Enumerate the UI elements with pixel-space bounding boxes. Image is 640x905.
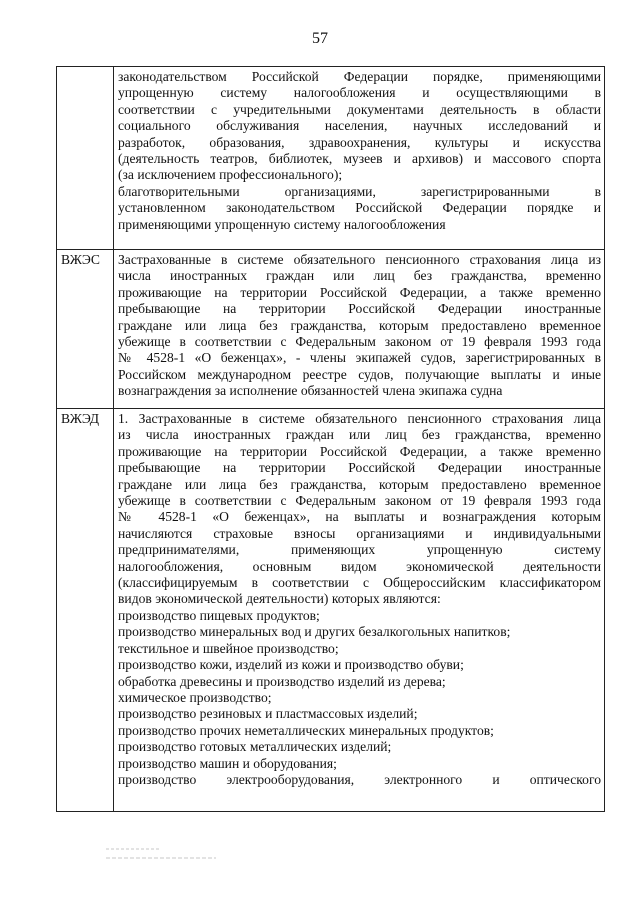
table-row: [57, 67, 605, 250]
text-line: убежище в соответствии с Федеральным законом от 19 февраля 1993 года: [118, 493, 601, 509]
faint-stamp-icon: [104, 845, 224, 865]
text-line: производство кожи, изделий из кожи и производство обуви;: [118, 657, 464, 673]
text-line: социального обслуживания населения, научных исследований и: [118, 118, 601, 134]
code-cell: ВЖЭД: [57, 409, 114, 812]
text-line: химическое производство;: [118, 689, 272, 705]
text-line: Застрахованные в системе обязательного пенсионного страхования лица из: [118, 252, 601, 267]
description-cell: [114, 250, 605, 409]
text-line: № 4528-1 «О беженцах», - члены экипажей судов, зарегистрированных в: [118, 350, 601, 366]
description-cell: [114, 409, 605, 812]
text-line: № 4528-1 «О беженцах», на выплаты и вознаграждения которым: [118, 509, 601, 525]
text-line: пребывающие на территории Российской Федерации иностранные: [118, 301, 601, 317]
text-line: пребывающие на территории Российской Федерации иностранные: [118, 460, 601, 476]
text-line: вознаграждения за исполнение обязанностей члена экипажа судна: [118, 383, 503, 399]
text-line: начисляются страховые взносы организациями и индивидуальными: [118, 525, 601, 541]
text-line: производство готовых металлических изделий;: [118, 739, 392, 755]
text-line: (за исключением профессионального);: [118, 167, 343, 183]
text-line: (деятельность театров, библиотек, музеев и архивов) и массового спорта: [118, 151, 601, 167]
text-line: 1. Застрахованные в системе обязательного пенсионного страхования лица: [118, 411, 601, 426]
text-line: (классифицируемым в соответствии с Общероссийским классификатором: [118, 575, 601, 591]
text-line: граждане или лица без гражданства, которым предоставлено временное: [118, 317, 601, 333]
footer-stamp: [104, 845, 224, 868]
text-line: разработок, образования, здравоохранения, культуры и искусства: [118, 134, 601, 150]
text-line: налогообложения, основным видом экономической деятельности: [118, 558, 601, 574]
text-line: из числа иностранных граждан или лиц без гражданства, временно: [118, 427, 601, 443]
text-line: проживающие на территории Российской Федерации, а также временно: [118, 284, 601, 300]
code-cell: [57, 67, 114, 250]
text-line: предпринимателями, применяющих упрощенную систему: [118, 542, 601, 558]
description-cell: [114, 67, 605, 250]
text-line: числа иностранных граждан или лиц без гражданства, временно: [118, 268, 601, 284]
text-line: применяющими упрощенную систему налогообложения: [118, 216, 446, 232]
table-row: [57, 409, 605, 812]
text-line: проживающие на территории Российской Федерации, а также временно: [118, 443, 601, 459]
text-line: производство прочих неметаллических минеральных продуктов;: [118, 722, 494, 738]
text-line: производство электрооборудования, электронного и оптического: [118, 771, 601, 787]
text-line: соответствии с учредительными документами деятельность в области: [118, 101, 601, 117]
text-line: Российском международном реестре судов, получающие выплаты и иные: [118, 366, 601, 382]
text-line: производство резиновых и пластмассовых изделий;: [118, 706, 418, 722]
text-line: законодательством Российской Федерации порядке, применяющими: [118, 69, 601, 84]
text-line: обработка древесины и производство изделий из дерева;: [118, 673, 446, 689]
text-line: упрощенную систему налогообложения и осуществляющими в: [118, 85, 601, 101]
page-number: 57: [312, 30, 328, 47]
text-line: производство пищевых продуктов;: [118, 607, 320, 623]
text-line: производство минеральных вод и других безалкогольных напитков;: [118, 624, 511, 640]
document-table: [56, 66, 605, 812]
text-line: производство машин и оборудования;: [118, 755, 337, 771]
text-line: видов экономической деятельности) которых являются:: [118, 591, 441, 607]
text-line: благотворительными организациями, зарегистрированными в: [118, 183, 601, 199]
text-line: убежище в соответствии с Федеральным законом от 19 февраля 1993 года: [118, 334, 601, 350]
text-line: текстильное и швейное производство;: [118, 640, 339, 656]
table-row: [57, 250, 605, 409]
text-line: граждане или лица без гражданства, которым предоставлено временное: [118, 476, 601, 492]
code-cell: ВЖЭС: [57, 250, 114, 409]
text-line: установленном законодательством Российской Федерации порядке и: [118, 200, 601, 216]
